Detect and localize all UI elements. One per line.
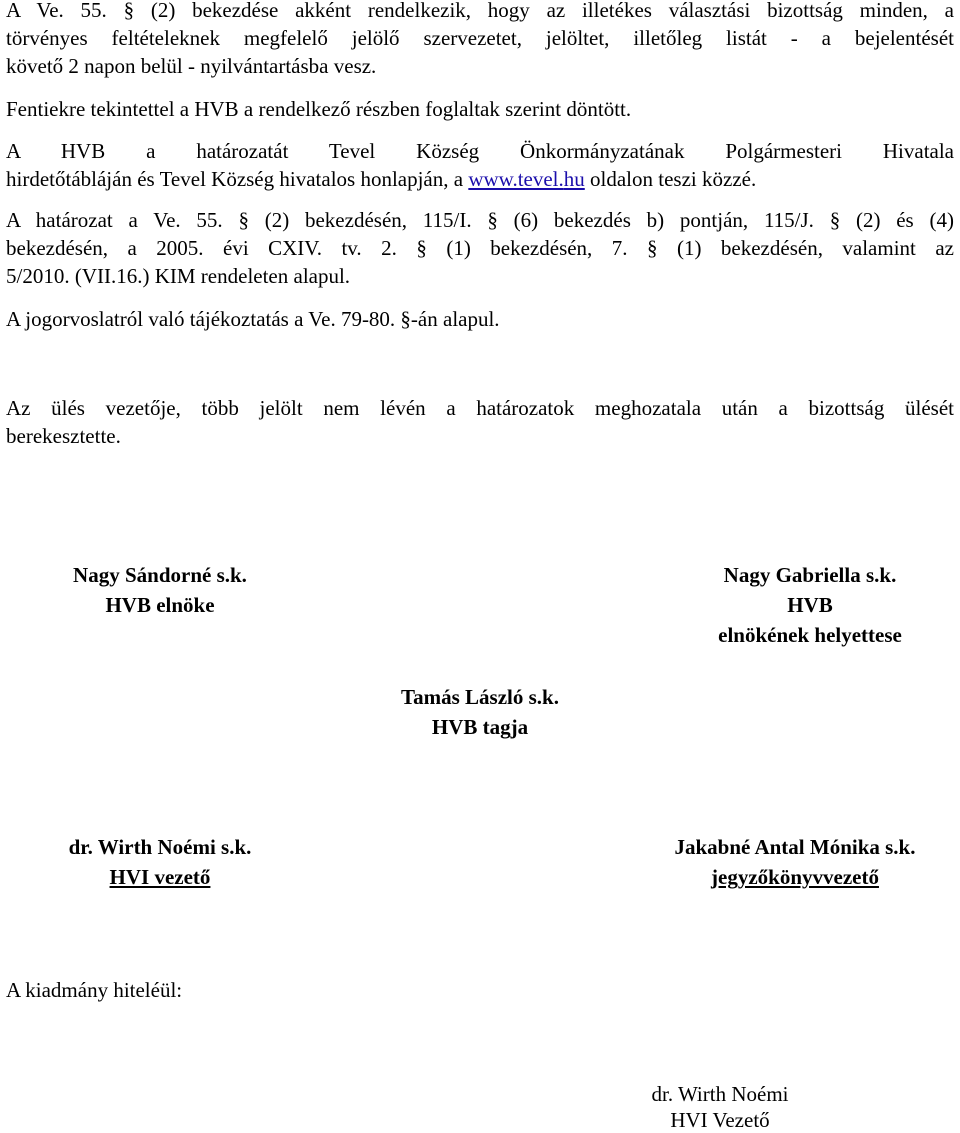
signature-chair: [40, 560, 280, 620]
signer-role: jegyzőkönyvvezető: [711, 865, 879, 889]
paragraph-remedy: [6, 305, 954, 333]
signer-role: elnökének helyettese: [718, 623, 902, 647]
footer-signature: [620, 1081, 820, 1133]
text-line: bekezdésén, a 2005. évi CXIV. tv. 2. § (1) bekezdésén, 7. § (1) bekezdésén, valamint az: [6, 236, 954, 260]
text-line: A jogorvoslatról való tájékoztatás a Ve. 79-80. §-án alapul.: [6, 307, 500, 331]
signer-name: dr. Wirth Noémi s.k.: [68, 835, 252, 859]
text-fragment: hirdetőtábláján és Tevel Község hivatalos honlapján, a: [6, 167, 469, 191]
footer-name: dr. Wirth Noémi: [651, 1082, 789, 1106]
text-line: A határozat a Ve. 55. § (2) bekezdésén, 115/I. § (6) bekezdés b) pontján, 115/J. § (2) és (4): [6, 208, 954, 232]
paragraph-closing: [6, 394, 954, 450]
text-line: Fentiekre tekintettel a HVB a rendelkező részben foglaltak szerint döntött.: [6, 97, 632, 121]
signer-role: HVI vezető: [109, 865, 211, 889]
paragraph-publication: [6, 137, 954, 193]
paragraph-ve55: [6, 0, 954, 80]
signer-name: Tamás László s.k.: [401, 685, 559, 709]
website-link[interactable]: [468, 167, 584, 191]
signer-role: HVB elnöke: [105, 593, 215, 617]
signer-role: HVB: [787, 593, 833, 617]
signature-recorder: [640, 832, 950, 892]
signer-name: Nagy Gabriella s.k.: [723, 563, 897, 587]
footer-role: HVI Vezető: [670, 1108, 770, 1132]
signature-member: [340, 682, 620, 742]
text-fragment: oldalon teszi közzé.: [584, 167, 757, 191]
text-line: Az ülés vezetője, több jelölt nem lévén a határozatok meghozatala után a bizottság ülését: [6, 396, 954, 420]
link-text: www.tevel.: [468, 167, 564, 191]
link-text: hu: [563, 167, 585, 191]
text-line: 5/2010. (VII.16.) KIM rendeleten alapul.: [6, 264, 351, 288]
paragraph-legal-basis: [6, 206, 954, 290]
signer-name: Jakabné Antal Mónika s.k.: [674, 835, 916, 859]
signature-vice-chair: [670, 560, 950, 650]
signer-role: HVB tagja: [431, 715, 529, 739]
text-line: A Ve. 55. § (2) bekezdése akként rendelkezik, hogy az illetékes választási bizottság minden, a: [6, 0, 954, 22]
signature-hvi-head: [20, 832, 300, 892]
text-line: törvényes feltételeknek megfelelő jelölő szervezetet, jelöltet, illetőleg listát - a bejelentését: [6, 26, 954, 50]
signer-name: Nagy Sándorné s.k.: [73, 563, 247, 587]
text-line: [6, 165, 954, 193]
certified-copy-label: A kiadmány hiteléül:: [6, 978, 183, 1002]
paragraph-decision: [6, 95, 954, 123]
text-line: követő 2 napon belül - nyilvántartásba vesz.: [6, 54, 377, 78]
text-line: berekesztette.: [6, 424, 121, 448]
text-line: A HVB a határozatát Tevel Község Önkormányzatának Polgármesteri Hivatala: [6, 139, 954, 163]
